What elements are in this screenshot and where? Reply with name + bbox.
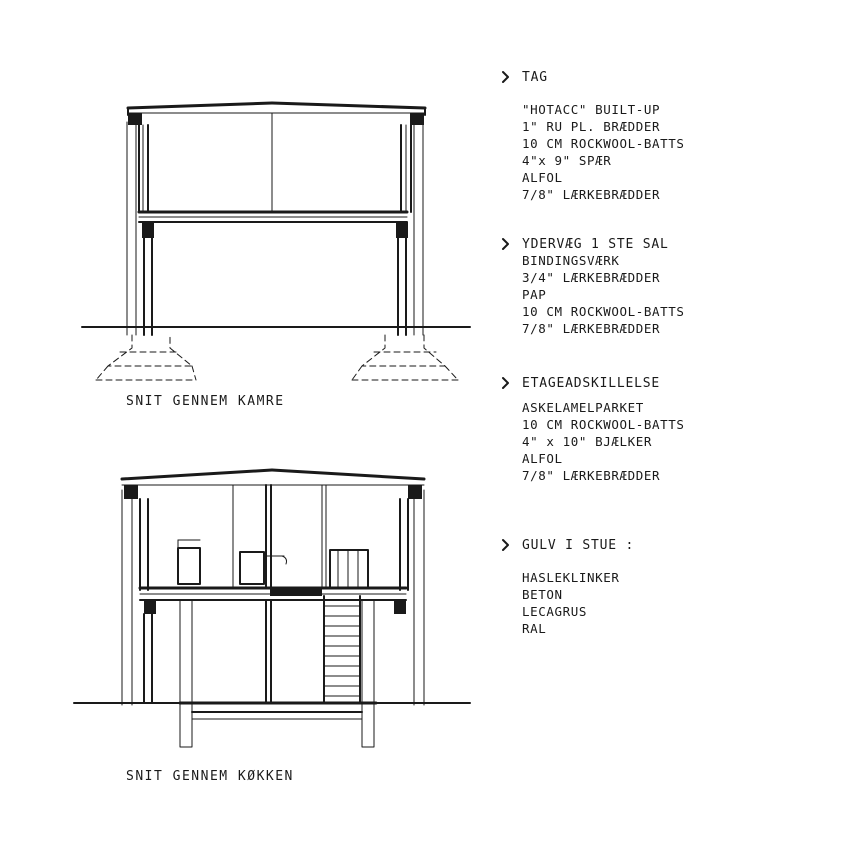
legend-heading: TAG [522, 70, 548, 85]
exterior-wall [122, 490, 424, 705]
posts [127, 122, 423, 335]
legend-item: 7/8" LÆRKEBRÆDDER [522, 468, 661, 483]
footing-right [352, 335, 458, 380]
legend-item: ALFOL [522, 451, 563, 466]
legend-item: 10 CM ROCKWOOL-BATTS [522, 417, 685, 432]
bullet-arrow-icon [503, 72, 508, 82]
legend-heading: GULV I STUE : [522, 538, 635, 553]
legend-item: 10 CM ROCKWOOL-BATTS [522, 136, 685, 151]
legend-item: 3/4" LÆRKEBRÆDDER [522, 270, 661, 285]
footing-left [96, 335, 196, 380]
foundation [180, 703, 376, 747]
roof [128, 103, 425, 125]
legend-item: ASKELAMELPARKET [522, 400, 644, 415]
ground-floor-walls [144, 600, 374, 703]
legend-group-exterior-wall [503, 237, 685, 336]
bullet-arrow-icon [503, 378, 508, 388]
legend-item: 4"x 9" SPÆR [522, 153, 612, 168]
legend-item: RAL [522, 621, 547, 636]
legend-item: BETON [522, 587, 563, 602]
caption-kitchen-section: SNIT GENNEM KØKKEN [126, 769, 294, 784]
legend-item: ALFOL [522, 170, 563, 185]
kitchen-stove [178, 540, 200, 584]
legend-item: PAP [522, 287, 547, 302]
legend-group-living-room-floor [503, 538, 634, 636]
kitchen-sink [240, 552, 287, 584]
section-bedroom [82, 103, 470, 409]
legend-item: 10 CM ROCKWOOL-BATTS [522, 304, 685, 319]
legend-heading: ETAGEADSKILLELSE [522, 376, 661, 391]
legend [503, 70, 685, 636]
exterior-wall [139, 113, 411, 212]
floor-slab [139, 212, 408, 238]
legend-item: 7/8" LÆRKEBRÆDDER [522, 321, 661, 336]
bullet-arrow-icon [503, 239, 508, 249]
legend-group-roof [503, 70, 685, 202]
partition-walls [233, 485, 326, 588]
caption-bedroom-section: SNIT GENNEM KAMRE [126, 394, 285, 409]
legend-item: HASLEKLINKER [522, 570, 620, 585]
legend-item: "HOTACC" BUILT-UP [522, 102, 661, 117]
staircase [324, 596, 360, 703]
legend-item: 7/8" LÆRKEBRÆDDER [522, 187, 661, 202]
bullet-arrow-icon [503, 540, 508, 550]
stair-handrail [330, 550, 368, 588]
section-kitchen [74, 470, 470, 784]
legend-item: BINDINGSVÆRK [522, 253, 620, 268]
legend-item: LECAGRUS [522, 604, 588, 619]
roof [122, 470, 424, 499]
legend-heading: YDERVÆG 1 STE SAL [522, 237, 669, 252]
legend-item: 4" x 10" BJÆLKER [522, 434, 653, 449]
legend-group-floor-division [503, 376, 685, 483]
legend-item: 1" RU PL. BRÆDDER [522, 119, 661, 134]
